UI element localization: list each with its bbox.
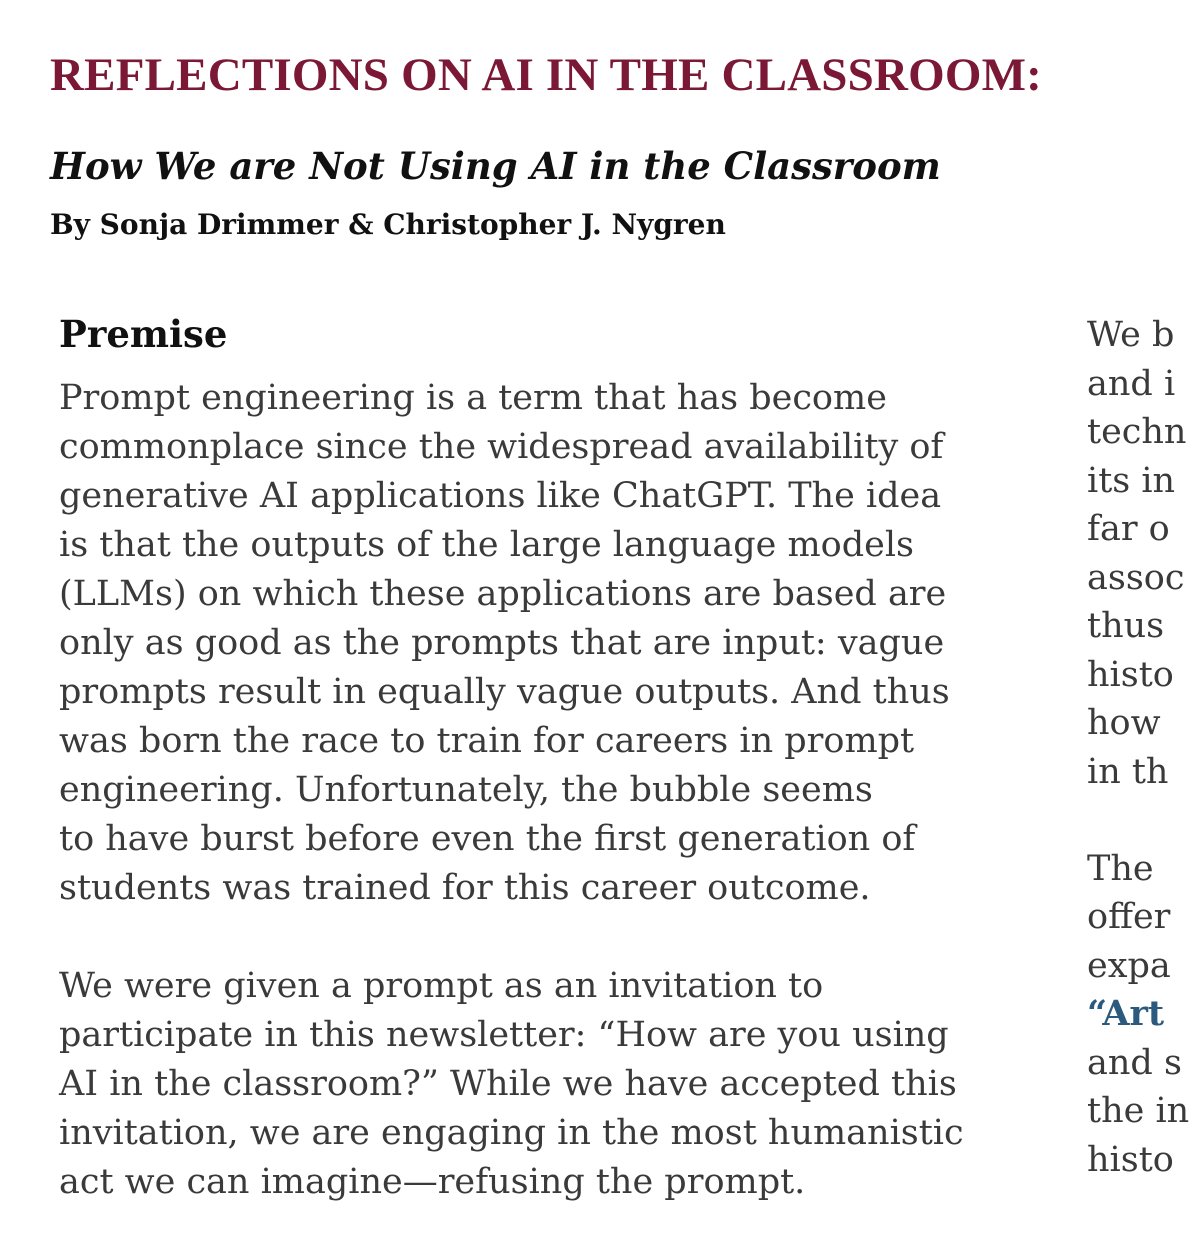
left-column: [59, 308, 1039, 1207]
premise-paragraph-1: [59, 374, 1039, 913]
text-line: and i: [1087, 363, 1176, 404]
right-column-fragment: [1087, 311, 1189, 1184]
text-line: assoc: [1087, 557, 1185, 598]
text-line: the in: [1087, 1091, 1189, 1131]
text-line: and s: [1087, 1042, 1182, 1083]
section-heading-premise: Premise: [59, 312, 228, 356]
text-line: histo: [1087, 1139, 1174, 1180]
text-line: was born the race to train for careers in prompt: [59, 721, 915, 761]
text-line: Prompt engineering is a term that has become: [59, 378, 887, 418]
text-line: The: [1087, 848, 1154, 889]
text-line: is that the outputs of the large language models: [59, 525, 914, 565]
text-line: engineering. Unfortunately, the bubble seems: [59, 770, 873, 810]
text-line: prompts result in equally vague outputs. And thus: [59, 672, 950, 712]
text-line: generative AI applications like ChatGPT. The idea: [59, 476, 942, 516]
text-line: histo: [1087, 654, 1174, 695]
text-line: far o: [1087, 509, 1170, 549]
article-byline: By Sonja Drimmer & Christopher J. Nygren: [50, 208, 726, 241]
text-line: to have burst before even the first generation of: [59, 819, 916, 859]
text-line: how: [1087, 703, 1161, 743]
text-line: thus: [1087, 606, 1165, 646]
text-line: invitation, we are engaging in the most humanistic: [59, 1113, 964, 1153]
text-line: only as good as the prompts that are input: vague: [59, 623, 945, 663]
article-subtitle: How We are Not Using AI in the Classroom: [50, 144, 941, 188]
text-line: expa: [1087, 945, 1171, 986]
text-line: act we can imagine—refusing the prompt.: [59, 1162, 806, 1202]
premise-paragraph-2: [59, 962, 1039, 1207]
text-line: offer: [1087, 897, 1171, 937]
text-line: We b: [1087, 315, 1175, 355]
text-line: (LLMs) on which these applications are based are: [59, 574, 947, 614]
article-link-fragment[interactable]: “Art: [1087, 993, 1165, 1034]
text-line: commonplace since the widespread availability of: [59, 427, 944, 467]
article-title: REFLECTIONS ON AI IN THE CLASSROOM:: [50, 49, 1043, 101]
text-line: We were given a prompt as an invitation to: [59, 966, 824, 1006]
text-line: in th: [1087, 751, 1169, 792]
text-line: AI in the classroom?” While we have accepted this: [59, 1064, 957, 1104]
text-line: its in: [1087, 460, 1176, 501]
text-line: participate in this newsletter: “How are you using: [59, 1015, 949, 1055]
text-line: students was trained for this career outcome.: [59, 868, 871, 908]
paragraph-gap: [1087, 796, 1170, 845]
text-line: techn: [1087, 412, 1187, 452]
